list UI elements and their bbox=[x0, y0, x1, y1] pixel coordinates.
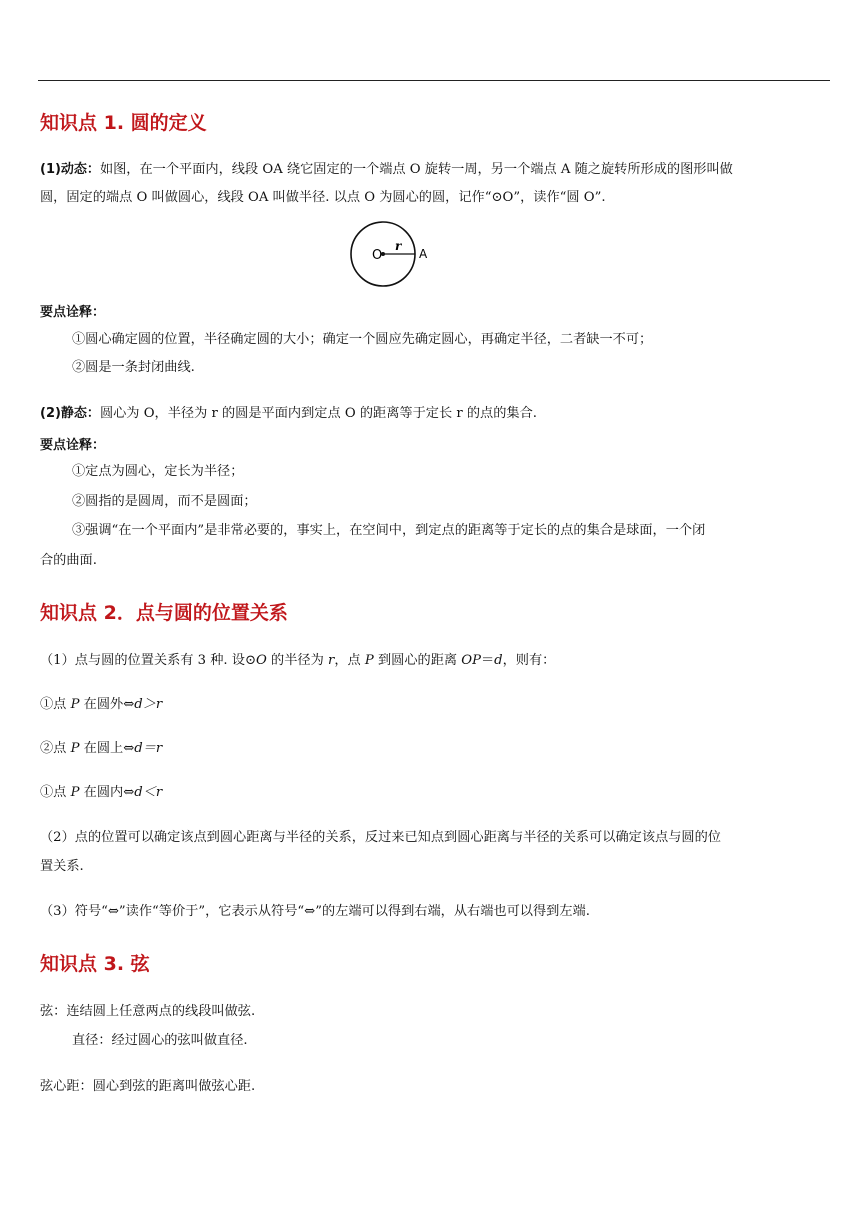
s2-p1-P: P bbox=[364, 653, 374, 668]
s1-note-2-title: 要点诠释： bbox=[40, 438, 106, 453]
section-1-heading: 知识点 1. 圆的定义 bbox=[40, 112, 207, 134]
circle-figure bbox=[345, 220, 445, 290]
s2-p1-r: r bbox=[328, 653, 335, 668]
s2-p1-part-c: ，点 bbox=[334, 653, 365, 668]
point-label: A bbox=[419, 247, 428, 261]
rel-mid: 在圆内⇔ bbox=[79, 785, 135, 800]
s2-paragraph-3: （3）符号“⇔”读作“等价于”，它表示从符号“⇔”的左端可以得到右端，从右端也可以得到左端. bbox=[40, 904, 590, 919]
s1-paragraph-1-line-1 bbox=[40, 160, 733, 180]
rel-pre: ①点 bbox=[40, 785, 71, 800]
rel-expr: d＜r bbox=[134, 785, 163, 800]
rel-mid: 在圆外⇔ bbox=[79, 697, 135, 712]
header-rule bbox=[38, 80, 830, 81]
s2-p1-part-a: （1）点与圆的位置关系有 3 种. 设⊙ bbox=[40, 653, 257, 668]
section-3-heading: 知识点 3. 弦 bbox=[40, 953, 150, 975]
s1-p2-text: 圆心为 O，半径为 r 的圆是平面内到定点 O 的距离等于定长 r 的点的集合. bbox=[99, 406, 537, 421]
s1-note-2-item-2: ②圆指的是圆周，而不是圆面； bbox=[72, 494, 257, 509]
rel-pre: ②点 bbox=[40, 741, 71, 756]
s2-paragraph-1 bbox=[40, 651, 555, 671]
s1-note-2-item-1: ①定点为圆心，定长为半径； bbox=[72, 464, 244, 479]
center-label: O bbox=[372, 248, 383, 263]
s2-relation-inside bbox=[40, 783, 162, 803]
s2-p1-part-f: ，则有： bbox=[502, 653, 556, 668]
s2-p1-d: d bbox=[494, 653, 503, 668]
rel-P: P bbox=[70, 697, 80, 712]
s1-note-1-title: 要点诠释： bbox=[40, 305, 106, 320]
s3-chord-def: 弦：连结圆上任意两点的线段叫做弦. bbox=[40, 1004, 256, 1019]
s1-note-2-item-3: ③强调“在一个平面内”是非常必要的，事实上，在空间中，到定点的距离等于定长的点的集合是球面，一个闭 bbox=[72, 523, 706, 538]
s2-p1-O: O bbox=[256, 653, 267, 668]
rel-P: P bbox=[70, 741, 80, 756]
section-2-heading: 知识点 2．点与圆的位置关系 bbox=[40, 602, 288, 624]
s2-paragraph-2-line-2: 置关系. bbox=[40, 859, 84, 874]
rel-expr: d＝r bbox=[134, 741, 163, 756]
rel-mid: 在圆上⇔ bbox=[79, 741, 135, 756]
s1-note-1-item-2: ②圆是一条封闭曲线. bbox=[72, 360, 195, 375]
radius-label: r bbox=[395, 239, 402, 253]
s2-p1-part-b: 的半径为 bbox=[266, 653, 328, 668]
s1-p1-text: 如图，在一个平面内，线段 OA 绕它固定的一个端点 O 旋转一周，另一个端点 A 随之旋转所形成的图形叫做 bbox=[99, 162, 733, 177]
s1-paragraph-2 bbox=[40, 404, 537, 424]
rel-pre: ①点 bbox=[40, 697, 71, 712]
s1-note-1-item-1: ①圆心确定圆的位置，半径确定圆的大小；确定一个圆应先确定圆心，再确定半径，二者缺一不可； bbox=[72, 332, 653, 347]
s2-p1-OP: OP bbox=[461, 653, 481, 668]
s2-p1-equals: ＝ bbox=[480, 653, 495, 668]
s3-chord-distance-def: 弦心距：圆心到弦的距离叫做弦心距. bbox=[40, 1079, 256, 1094]
s1-p2-label: (2)静态： bbox=[40, 406, 100, 421]
s1-p1-label: (1)动态： bbox=[40, 162, 100, 177]
s2-p1-part-d: 到圆心的距离 bbox=[373, 653, 462, 668]
s2-relation-on bbox=[40, 739, 162, 759]
s2-paragraph-2-line-1: （2）点的位置可以确定该点到圆心距离与半径的关系，反过来已知点到圆心距离与半径的关系可以确定该点与圆的位 bbox=[40, 830, 721, 845]
rel-P: P bbox=[70, 785, 80, 800]
s1-note-2-item-3-cont: 合的曲面. bbox=[40, 553, 97, 568]
s1-paragraph-1-line-2: 圆，固定的端点 O 叫做圆心，线段 OA 叫做半径. 以点 O 为圆心的圆，记作“⊙O”，读作“圆 O”. bbox=[40, 190, 606, 205]
s2-relation-outside bbox=[40, 695, 162, 715]
rel-expr: d＞r bbox=[134, 697, 163, 712]
s3-diameter-def: 直径：经过圆心的弦叫做直径. bbox=[72, 1033, 248, 1048]
